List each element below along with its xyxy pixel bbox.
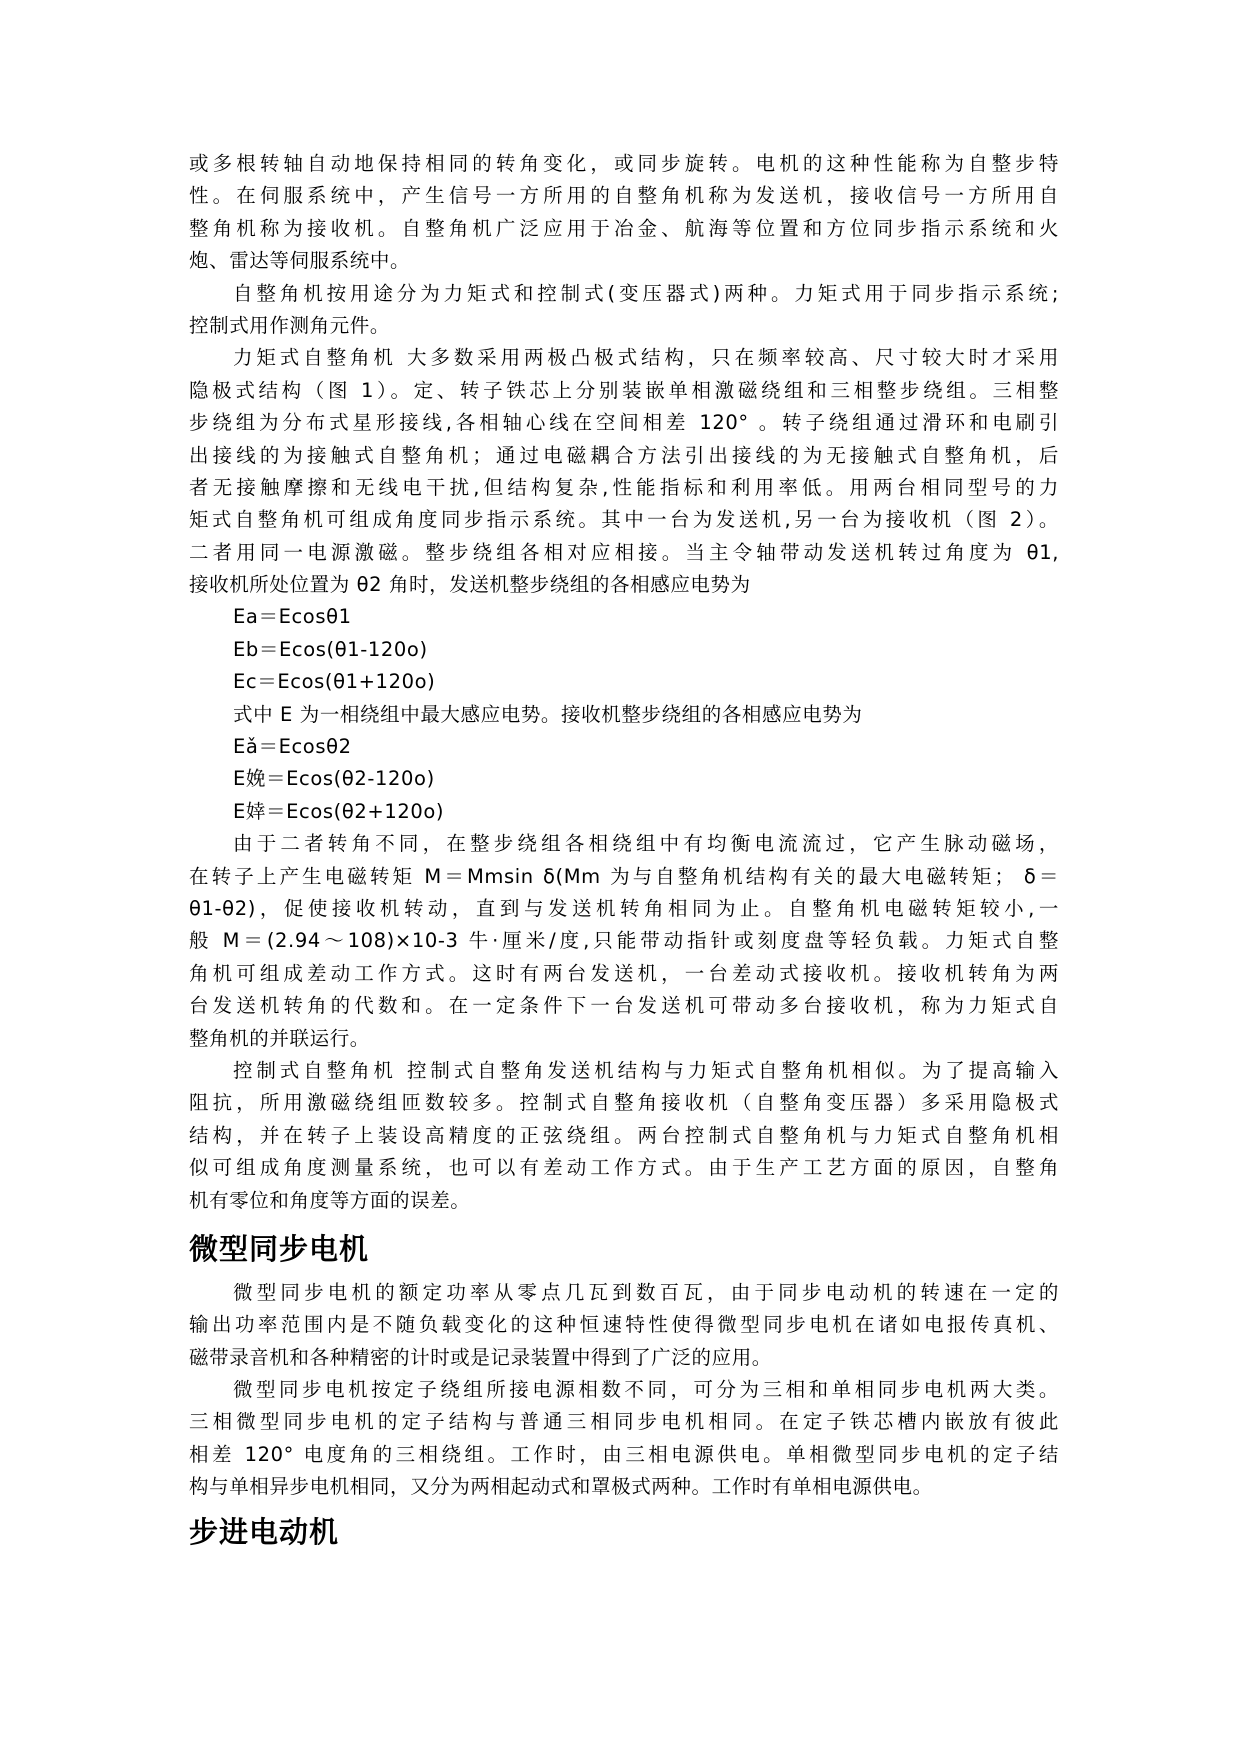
text-line: 结构，并在转子上装设高精度的正弦绕组。两台控制式自整角机与力矩式自整角机相 xyxy=(189,1123,1059,1147)
text-line: 出接线的为接触式自整角机；通过电磁耦合方法引出接线的为无接触式自整角机，后 xyxy=(189,443,1059,467)
text-line: 微型同步电机的额定功率从零点几瓦到数百瓦，由于同步电动机的转速在一定的 xyxy=(233,1280,1059,1304)
text-line: 似可组成角度测量系统，也可以有差动工作方式。由于生产工艺方面的原因，自整角 xyxy=(189,1156,1059,1180)
text-line: 炮、雷达等伺服系统中。 xyxy=(189,249,411,273)
text-line: 在转子上产生电磁转矩 M＝Mmsin δ(Mm 为与自整角机结构有关的最大电磁转矩； δ＝ xyxy=(189,864,1059,888)
formula-block-receiver xyxy=(189,731,1059,828)
text-line: 式中 E 为一相绕组中最大感应电势。接收机整步绕组的各相感应电势为 xyxy=(233,702,863,726)
text-line: 或多根转轴自动地保持相同的转角变化，或同步旋转。电机的这种性能称为自整步特 xyxy=(189,152,1059,175)
text-line: 般 M＝(2.94～108)×10-3 牛·厘米/度,只能带动指针或刻度盘等轻负载。力矩式自整 xyxy=(189,929,1059,953)
formula-line: Eb＝Ecos(θ1-120o) xyxy=(233,637,428,661)
text-line: 整角机称为接收机。自整角机广泛应用于冶金、航海等位置和方位同步指示系统和火 xyxy=(189,216,1059,240)
paragraph-control-type xyxy=(189,1055,1059,1217)
text-line: 微型同步电机按定子绕组所接电源相数不同，可分为三相和单相同步电机两大类。 xyxy=(233,1378,1059,1402)
text-line: 整角机的并联运行。 xyxy=(189,1026,370,1050)
text-line: θ1-θ2)，促使接收机转动，直到与发送机转角相同为止。自整角机电磁转矩较小,一 xyxy=(189,896,1059,920)
section-heading-stepper-motor: 步进电动机 xyxy=(189,1514,340,1549)
paragraph-micro-sync-phases xyxy=(189,1374,1059,1504)
formula-block-transmitter xyxy=(189,601,1059,698)
text-line: 由于二者转角不同，在整步绕组各相绕组中有均衡电流流过，它产生脉动磁场， xyxy=(233,832,1059,856)
text-line: 磁带录音机和各种精密的计时或是记录装置中得到了广泛的应用。 xyxy=(189,1345,772,1369)
text-line: 输出功率范围内是不随负载变化的这种恒速特性使得微型同步电机在诸如电报传真机、 xyxy=(189,1313,1059,1337)
text-line: 控制式用作测角元件。 xyxy=(189,313,391,337)
text-line: 性。在伺服系统中，产生信号一方所用的自整角机称为发送机，接收信号一方所用自 xyxy=(189,184,1059,208)
paragraph-torque-type xyxy=(189,342,1059,601)
paragraph-classification xyxy=(189,278,1059,343)
text-line: 台发送机转角的代数和。在一定条件下一台发送机可带动多台接收机，称为力矩式自 xyxy=(189,994,1059,1018)
text-line: 三相微型同步电机的定子结构与普通三相同步电机相同。在定子铁芯槽内嵌放有彼此 xyxy=(189,1410,1059,1434)
text-line: 隐极式结构（图 1）。定、转子铁芯上分别装嵌单相激磁绕组和三相整步绕组。三相整 xyxy=(189,378,1059,402)
text-line: 自整角机按用途分为力矩式和控制式(变压器式)两种。力矩式用于同步指示系统; xyxy=(233,281,1059,305)
text-line: 力矩式自整角机 大多数采用两极凸极式结构，只在频率较高、尺寸较大时才采用 xyxy=(233,346,1059,370)
text-line: 控制式自整角机 控制式自整角发送机结构与力矩式自整角机相似。为了提高输入 xyxy=(233,1058,1059,1082)
formula-line: E娩＝Ecos(θ2-120o) xyxy=(233,767,435,791)
paragraph-self-synchronizing xyxy=(189,148,1059,278)
text-line: 角机可组成差动工作方式。这时有两台发送机，一台差动式接收机。接收机转角为两 xyxy=(189,961,1059,985)
text-line: 矩式自整角机可组成角度同步指示系统。其中一台为发送机,另一台为接收机（图 2）。 xyxy=(189,508,1059,532)
text-line: 者无接触摩擦和无线电干扰,但结构复杂,性能指标和利用率低。用两台相同型号的力 xyxy=(189,475,1059,499)
document-page xyxy=(189,148,1059,1552)
formula-line: E婞＝Ecos(θ2+120o) xyxy=(233,799,445,823)
text-line: 步绕组为分布式星形接线,各相轴心线在空间相差 120° 。转子绕组通过滑环和电刷引 xyxy=(189,411,1059,435)
text-line: 接收机所处位置为 θ2 角时，发送机整步绕组的各相感应电势为 xyxy=(189,573,751,597)
formula-line: Ea＝Ecosθ1 xyxy=(233,605,352,629)
text-line: 二者用同一电源激磁。整步绕组各相对应相接。当主令轴带动发送机转过角度为 θ1, xyxy=(189,540,1059,564)
formula-line: Ec＝Ecos(θ1+120o) xyxy=(233,670,436,694)
text-line: 阻抗，所用激磁绕组匝数较多。控制式自整角接收机（自整角变压器）多采用隐极式 xyxy=(189,1091,1059,1115)
formula-line: Eǎ＝Ecosθ2 xyxy=(233,735,352,759)
text-line: 构与单相异步电机相同，又分为两相起动式和罩极式两种。工作时有单相电源供电。 xyxy=(189,1475,933,1499)
paragraph-electromagnetic-torque xyxy=(189,828,1059,1055)
section-heading-micro-synchronous-motor: 微型同步电机 xyxy=(189,1231,370,1266)
text-line: 机有零位和角度等方面的误差。 xyxy=(189,1188,471,1212)
text-line: 相差 120° 电度角的三相绕组。工作时，由三相电源供电。单相微型同步电机的定子结 xyxy=(189,1442,1059,1466)
paragraph-micro-sync-power xyxy=(189,1277,1059,1374)
